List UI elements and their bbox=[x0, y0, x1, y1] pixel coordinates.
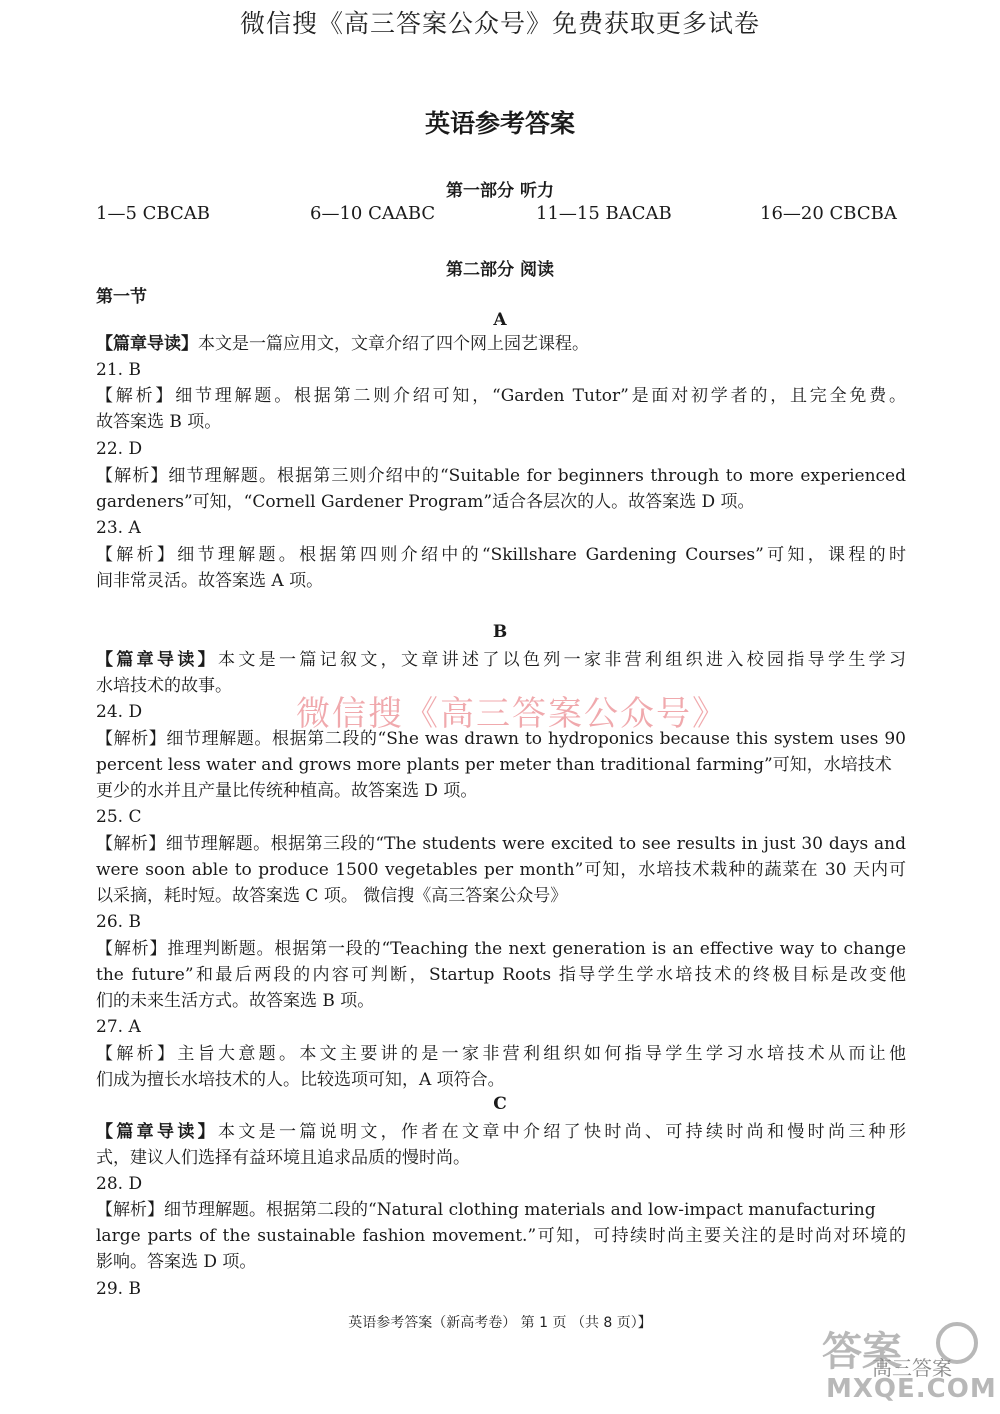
explanation-tag: 【解析】 bbox=[96, 1200, 164, 1220]
passage-c-guide-line1 bbox=[96, 1119, 906, 1145]
answer-22: 22. D bbox=[96, 439, 143, 459]
answer-23: 23. A bbox=[96, 518, 141, 538]
site-logo-watermark bbox=[816, 1320, 996, 1410]
explanation-text: 细节理解题。根据第三段的“The students were excited to see results in just 30 days and bbox=[165, 834, 906, 854]
answer-25: 25. C bbox=[96, 807, 142, 827]
listening-group-1: 1—5 CBCAB bbox=[96, 203, 210, 224]
passage-b-guide-line1 bbox=[96, 647, 906, 673]
explanation-26-line1 bbox=[96, 936, 906, 962]
explanation-tag: 【解析】 bbox=[96, 729, 167, 749]
passage-c-letter: C bbox=[493, 1094, 507, 1114]
logo-big-text: 答案 bbox=[822, 1329, 902, 1375]
explanation-22-line2: gardeners”可知，“Cornell Gardener Program”适合各层次的人。故答案选 D 项。 bbox=[96, 492, 755, 512]
part2-heading: 第二部分 阅读 bbox=[446, 260, 554, 280]
explanation-21-line2: 故答案选 B 项。 bbox=[96, 412, 222, 432]
explanation-text: 推理判断题。根据第一段的“Teaching the next generation is an effective way to change bbox=[167, 939, 906, 959]
passage-a-guide bbox=[96, 331, 589, 357]
guide-text: 本文是一篇应用文，文章介绍了四个网上园艺课程。 bbox=[198, 334, 589, 354]
guide-tag: 【篇章导读】 bbox=[96, 650, 218, 670]
explanation-25-line2: were soon able to produce 1500 vegetables per month”可知，水培技术栽种的蔬菜在 30 天内可 bbox=[96, 860, 906, 880]
explanation-tag: 【解析】 bbox=[96, 1044, 178, 1064]
answer-26: 26. B bbox=[96, 912, 141, 932]
explanation-27-line1 bbox=[96, 1041, 906, 1067]
explanation-tag: 【解析】 bbox=[96, 939, 168, 959]
explanation-28-line1 bbox=[96, 1197, 906, 1223]
top-banner: 微信搜《高三答案公众号》免费获取更多试卷 bbox=[239, 9, 760, 38]
explanation-25-line3: 以采摘，耗时短。故答案选 C 项。 微信搜《高三答案公众号》 bbox=[96, 886, 568, 906]
explanation-21-line1 bbox=[96, 383, 906, 409]
explanation-26-line3: 们的未来生活方式。故答案选 B 项。 bbox=[96, 991, 375, 1011]
explanation-24-line2: percent less water and grows more plants per meter than traditional farming”可知，水培技术 bbox=[96, 755, 892, 775]
passage-b-guide-line2: 水培技术的故事。 bbox=[96, 676, 232, 696]
explanation-text: 细节理解题。根据第四则介绍中的“Skillshare Gardening Courses”可知，课程的时 bbox=[177, 545, 906, 565]
listening-group-2: 6—10 CAABC bbox=[310, 203, 436, 224]
part1-heading: 第一部分 听力 bbox=[446, 181, 554, 201]
explanation-24-line3: 更少的水并且产量比传统种植高。故答案选 D 项。 bbox=[96, 781, 478, 801]
explanation-tag: 【解析】 bbox=[96, 545, 178, 565]
explanation-23-line1 bbox=[96, 542, 906, 568]
explanation-text: 细节理解题。根据第二段的“She was drawn to hydroponics because this system uses 90 bbox=[166, 729, 906, 749]
explanation-26-line2: the future”和最后两段的内容可判断，Startup Roots 指导学生学水培技术的终极目标是改变他 bbox=[96, 965, 906, 985]
listening-group-4: 16—20 CBCBA bbox=[760, 203, 897, 224]
explanation-tag: 【解析】 bbox=[96, 386, 176, 406]
explanation-tag: 【解析】 bbox=[96, 834, 166, 854]
answer-24: 24. D bbox=[96, 702, 143, 722]
document-title: 英语参考答案 bbox=[424, 109, 575, 138]
guide-text: 本文是一篇说明文，作者在文章中介绍了快时尚、可持续时尚和慢时尚三种形 bbox=[218, 1122, 906, 1142]
explanation-25-line1 bbox=[96, 831, 906, 857]
listening-answers bbox=[0, 203, 1000, 227]
answer-28: 28. D bbox=[96, 1174, 143, 1194]
explanation-23-line2: 间非常灵活。故答案选 A 项。 bbox=[96, 571, 324, 591]
explanation-28-line3: 影响。答案选 D 项。 bbox=[96, 1252, 257, 1272]
answer-21: 21. B bbox=[96, 360, 141, 380]
explanation-24-line1 bbox=[96, 726, 906, 752]
guide-tag: 【篇章导读】 bbox=[96, 1122, 218, 1142]
section-heading: 第一节 bbox=[96, 287, 147, 307]
passage-a-letter: A bbox=[493, 310, 507, 330]
explanation-27-line2: 们成为擅长水培技术的人。比较选项可知，A 项符合。 bbox=[96, 1070, 505, 1090]
explanation-22-line1 bbox=[96, 463, 906, 489]
answer-29: 29. B bbox=[96, 1279, 141, 1299]
explanation-text: 主旨大意题。本文主要讲的是一家非营利组织如何指导学生学习水培技术从而让他 bbox=[177, 1044, 906, 1064]
watermark-text: 微信搜《高三答案公众号》 bbox=[296, 694, 728, 734]
explanation-text: 细节理解题。根据第三则介绍中的“Suitable for beginners through to more experienced bbox=[168, 466, 906, 486]
passage-c-guide-line2: 式，建议人们选择有益环境且追求品质的慢时尚。 bbox=[96, 1148, 470, 1168]
listening-group-3: 11—15 BACAB bbox=[536, 203, 672, 224]
explanation-text: 细节理解题。根据第二则介绍可知，“Garden Tutor”是面对初学者的，且完全免费。 bbox=[175, 386, 906, 406]
answer-27: 27. A bbox=[96, 1017, 141, 1037]
page-footer: 英语参考答案（新高考卷） 第 1 页 （共 8 页）】 bbox=[348, 1315, 652, 1331]
logo-site-text: MXQE.COM bbox=[826, 1374, 997, 1404]
explanation-tag: 【解析】 bbox=[96, 466, 169, 486]
explanation-text: 细节理解题。根据第二段的“Natural clothing materials and low-impact manufacturing bbox=[164, 1200, 876, 1220]
guide-text: 本文是一篇记叙文，文章讲述了以色列一家非营利组织进入校园指导学生学习 bbox=[218, 650, 906, 670]
guide-tag: 【篇章导读】 bbox=[96, 334, 198, 354]
logo-small-text: 高三答案 bbox=[872, 1356, 952, 1380]
explanation-28-line2: large parts of the sustainable fashion movement.”可知，可持续时尚主要关注的是时尚对环境的 bbox=[96, 1226, 906, 1246]
passage-b-letter: B bbox=[492, 622, 508, 642]
